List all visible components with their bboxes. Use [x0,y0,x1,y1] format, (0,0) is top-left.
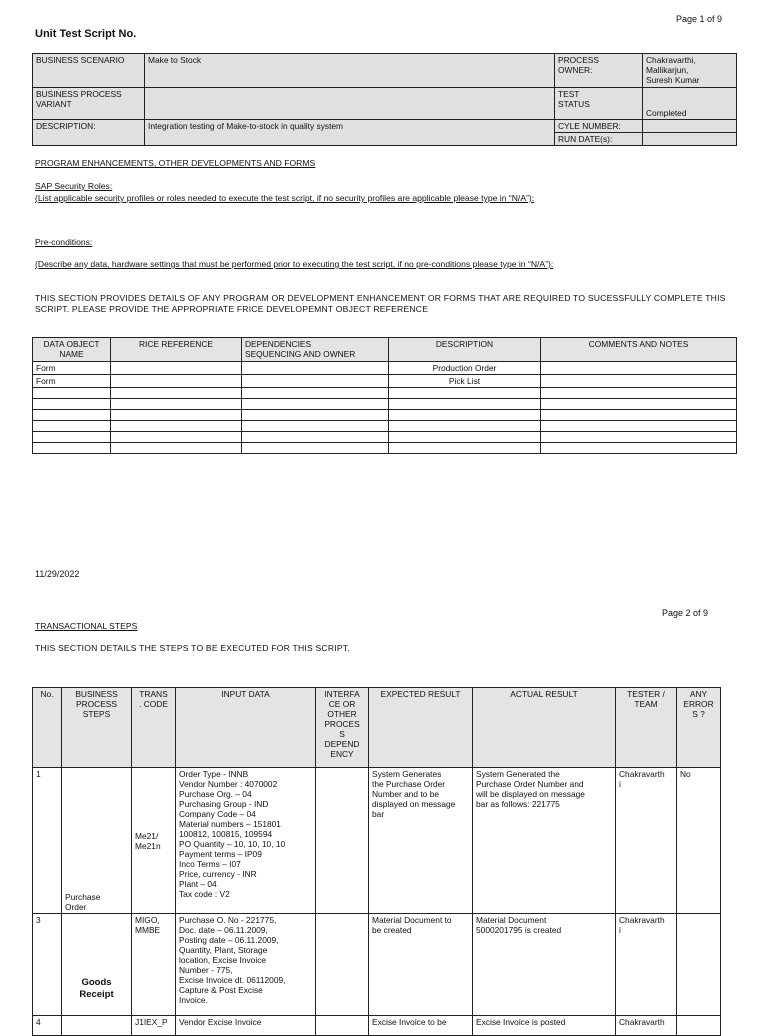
business-process-value [145,88,555,120]
run-dates-label: RUN DATE(s): [555,133,643,146]
section-intro: THIS SECTION DETAILS THE STEPS TO BE EXECUTED FOR THIS SCRIPT. [35,643,350,653]
page-number: Page 1 of 9 [676,14,723,24]
table-cell [389,443,541,454]
table-cell [242,432,389,443]
development-objects-table [32,337,737,454]
preconditions-text: (Describe any data, hardware settings that must be performed prior to executing the test script, if no pre-conditions please type in “N/A”): [35,259,554,269]
table-cell [33,421,111,432]
header-any-errors: ANY ERROR S ? [677,688,721,768]
script-info-table [32,53,737,146]
table-cell: Production Order [389,362,541,375]
table-cell [242,421,389,432]
header-no: No. [33,688,62,768]
table-cell [33,388,111,399]
footer-date: 11/29/2022 [35,569,80,579]
table-cell [242,375,389,388]
table-cell: Chakravarth [616,1016,677,1036]
business-process-step: Purchase Order [62,768,132,914]
section-heading: TRANSACTIONAL STEPS [35,621,138,631]
header-comments: COMMENTS AND NOTES [541,338,737,362]
cycle-number-value [643,120,737,133]
table-row [33,443,737,454]
table-cell [242,410,389,421]
security-roles-text: (List applicable security profiles or roles needed to execute the test script, if no security profiles are applicable please type in “N/A”): [35,193,535,203]
table-cell: No [677,768,721,914]
table-cell [541,443,737,454]
table-cell [242,362,389,375]
test-status-value: Completed [643,88,737,120]
description-label: DESCRIPTION: [33,120,145,146]
table-cell: Form [33,375,111,388]
table-cell: Order Type - INNB Vendor Number : 4070002 Purchase Org. – 04 Purchasing Group - IND Company Code – 04 Material numbers – 151801 100812, 100815, 109594 PO Quantity – 10, 10, 10, 10 Payment terms – IP09 Inco Terms – I07 Price, currency - INR Plant – 04 Tax code : V2 [176,768,316,914]
header-data-object-name: DATA OBJECT NAME [33,338,111,362]
table-cell [33,399,111,410]
table-row [33,914,721,1016]
table-cell: Form [33,362,111,375]
header-rice-reference: RICE REFERENCE [111,338,242,362]
table-cell: System Generates the Purchase Order Number and to be displayed on message bar [369,768,473,914]
header-trans-code: TRANS . CODE [132,688,176,768]
table-cell [677,914,721,1016]
table-cell [541,375,737,388]
table-cell [111,399,242,410]
header-tester-team: TESTER / TEAM [616,688,677,768]
table-cell: Me21/ Me21n [132,768,176,914]
table-cell [541,410,737,421]
table-cell [389,421,541,432]
table-cell: Chakravarth i [616,768,677,914]
business-process-label: BUSINESS PROCESS VARIANT [33,88,145,120]
table-cell [33,432,111,443]
transactional-steps-table [32,687,721,1036]
table-row [33,388,737,399]
table-cell: Excise Invoice to be [369,1016,473,1036]
table-cell [316,1016,369,1036]
table-cell: Material Document to be created [369,914,473,1016]
test-status-label: TEST STATUS [555,88,643,120]
header-dependency: INTERFA CE OR OTHER PROCES S DEPEND ENCY [316,688,369,768]
table-cell [389,388,541,399]
table-cell [389,399,541,410]
table-cell [242,443,389,454]
table-cell [316,914,369,1016]
cycle-number-label: CYLE NUMBER: [555,120,643,133]
table-row [33,432,737,443]
table-cell: System Generated the Purchase Order Number and will be displayed on message bar as follows: 221775 [473,768,616,914]
header-expected-result: EXPECTED RESULT [369,688,473,768]
table-cell: 4 [33,1016,62,1036]
table-row [33,1016,721,1036]
business-process-step: Goods Receipt [62,914,132,1016]
table-row [33,375,737,388]
table-cell: 1 [33,768,62,914]
business-scenario-value: Make to Stock [145,54,555,88]
table-row [33,421,737,432]
table-cell: Excise Invoice is posted [473,1016,616,1036]
table-cell [62,1016,132,1036]
table-cell [389,432,541,443]
table-cell [111,421,242,432]
preconditions-title: Pre-conditions: [35,237,93,247]
table-cell: Material Document 5000201795 is created [473,914,616,1016]
table-cell [111,432,242,443]
table-cell [677,1016,721,1036]
process-owner-value: Chakravarthi, Mallikarjun, Suresh Kumar [643,54,737,88]
table-cell: Chakravarth i [616,914,677,1016]
table-row [33,768,721,914]
table-cell [33,410,111,421]
table-cell [111,375,242,388]
header-actual-result: ACTUAL RESULT [473,688,616,768]
section-heading: PROGRAM ENHANCEMENTS, OTHER DEVELOPMENTS AND FORMS [35,158,316,168]
table-row [33,399,737,410]
process-owner-label: PROCESS OWNER: [555,54,643,88]
table-row [33,410,737,421]
table-cell [389,410,541,421]
table-cell [111,443,242,454]
table-cell [316,768,369,914]
page-number: Page 2 of 9 [662,608,709,618]
table-cell [541,421,737,432]
table-cell [541,432,737,443]
run-dates-value [643,133,737,146]
section-note: THIS SECTION PROVIDES DETAILS OF ANY PROGRAM OR DEVELOPMENT ENHANCEMENT OR FORMS THAT ARE REQUIRED TO SUCESSFULLY COMPLETE THIS SCRIPT. PLEASE PROVIDE THE APPROPRIATE FRICE DEVELOPEMNT OBJECT REFERENCE [35,293,726,314]
table-cell: 3 [33,914,62,1016]
table-cell: Pick List [389,375,541,388]
table-cell: MIGO, MMBE [132,914,176,1016]
table-cell [111,410,242,421]
table-cell [111,362,242,375]
table-cell [242,399,389,410]
table-cell [33,443,111,454]
table-cell: Vendor Excise Invoice [176,1016,316,1036]
security-roles-title: SAP Security Roles: [35,181,113,191]
table-cell [541,399,737,410]
header-input-data: INPUT DATA [176,688,316,768]
table-cell [541,388,737,399]
description-value: Integration testing of Make-to-stock in quality system [145,120,555,146]
table-cell: J1IEX_P [132,1016,176,1036]
table-cell [541,362,737,375]
table-cell [242,388,389,399]
header-description: DESCRIPTION [389,338,541,362]
header-dependencies: DEPENDENCIES SEQUENCING AND OWNER [242,338,389,362]
header-business-process-steps: BUSINESS PROCESS STEPS [62,688,132,768]
table-cell [111,388,242,399]
page-title: Unit Test Script No. [35,28,137,40]
table-row [33,362,737,375]
table-cell: Purchase O. No - 221775, Doc. date – 06.11.2009, Posting date – 06.11.2009, Quantity, Plant, Storage location, Excise Invoice Number - 775, Excise Invoice dt. 06112009, Capture & Post Excise Invoice. [176,914,316,1016]
business-scenario-label: BUSINESS SCENARIO [33,54,145,88]
